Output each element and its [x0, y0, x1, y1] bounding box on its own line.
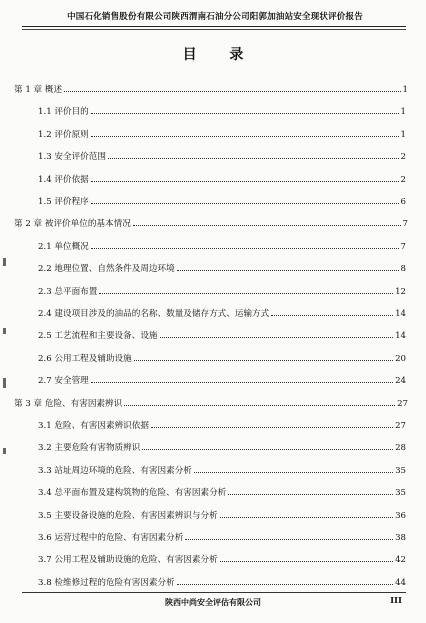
- binding-mark: [3, 328, 6, 334]
- toc-entry-label: 2.1 单位概况: [38, 241, 89, 252]
- toc-leader-dots: [99, 292, 393, 294]
- header-rule-thin: [22, 29, 406, 30]
- toc-entry-page: 14: [395, 309, 406, 319]
- toc-leader-dots: [91, 381, 393, 383]
- toc-leader-dots: [108, 157, 399, 159]
- toc-entry-page: 42: [395, 555, 406, 566]
- toc-chapter-entry[interactable]: [14, 219, 408, 230]
- toc-entry-page: 35: [395, 465, 406, 476]
- toc-leader-dots: [133, 224, 401, 226]
- page-number: III: [390, 596, 402, 606]
- binding-mark: [3, 258, 6, 266]
- toc-section-entry[interactable]: [38, 197, 406, 208]
- toc-section-entry[interactable]: [38, 466, 406, 477]
- toc-leader-dots: [160, 336, 394, 338]
- toc-entry-page: 27: [395, 421, 406, 431]
- page-footer: 陕西中尚安全评估有限公司: [165, 597, 261, 607]
- toc-entry-page: 2: [400, 152, 406, 163]
- toc-section-entry[interactable]: [38, 130, 406, 141]
- toc-title: 目 录: [182, 47, 258, 63]
- binding-mark: [3, 378, 6, 388]
- toc-section-entry[interactable]: [38, 309, 406, 320]
- toc-entry-label: 2.4 建设项目涉及的油品的名称、数量及储存方式、运输方式: [38, 309, 270, 319]
- toc-leader-dots: [124, 404, 395, 406]
- toc-leader-dots: [91, 247, 399, 249]
- toc-leader-dots: [271, 314, 393, 316]
- header-rule: [22, 26, 406, 27]
- toc-entry-label: 1.1 评价目的: [38, 107, 89, 118]
- toc-entry-label: 1.2 评价原则: [38, 129, 89, 140]
- toc-entry-page: 6: [400, 197, 406, 207]
- toc-leader-dots: [194, 471, 393, 473]
- toc-entry-label: 3.4 总平面布置及建构筑物的危险、有害因素分析: [38, 488, 227, 499]
- toc-entry-page: 7: [402, 219, 408, 230]
- toc-section-entry[interactable]: [38, 555, 406, 566]
- toc-entry-label: 第 1 章 概述: [14, 85, 63, 95]
- toc-leader-dots: [134, 359, 393, 361]
- toc-entry-page: 14: [395, 331, 406, 342]
- toc-entry-label: 2.7 安全管理: [38, 376, 89, 387]
- toc-leader-dots: [91, 112, 399, 114]
- toc-entry-page: 27: [397, 398, 408, 409]
- toc-section-entry[interactable]: [38, 107, 406, 118]
- toc-entry-page: 38: [395, 533, 406, 543]
- toc-chapter-entry[interactable]: [14, 399, 408, 410]
- toc-section-entry[interactable]: [38, 175, 406, 186]
- toc-leader-dots: [91, 180, 399, 182]
- toc-entry-page: 44: [395, 577, 406, 588]
- toc-entry-label: 3.8 检维修过程的危险有害因素分析: [38, 577, 175, 588]
- toc-entry-label: 3.1 危险、有害因素辨识依据: [38, 421, 149, 431]
- toc-entry-label: 3.5 主要设备设施的危险、有害因素辨识与分析: [38, 510, 218, 521]
- toc-section-entry[interactable]: [38, 242, 406, 253]
- toc-entry-page: 1: [402, 85, 408, 95]
- toc-section-entry[interactable]: [38, 421, 406, 432]
- toc-entry-page: 28: [395, 443, 406, 454]
- toc-leader-dots: [177, 583, 393, 585]
- toc-entry-label: 3.7 公用工程及辅助设施的危险、有害因素分析: [38, 555, 218, 566]
- toc-entry-page: 24: [395, 376, 406, 387]
- toc-leader-dots: [185, 538, 393, 540]
- toc-entry-label: 第 2 章 被评价单位的基本情况: [14, 219, 131, 230]
- page-header: 中国石化销售股份有限公司陕西渭南石油分公司阳郭加油站安全现状评价报告: [67, 12, 363, 22]
- toc-section-entry[interactable]: [38, 533, 406, 544]
- toc-entry-page: 7: [400, 241, 406, 252]
- toc-section-entry[interactable]: [38, 511, 406, 522]
- toc-section-entry[interactable]: [38, 376, 406, 387]
- toc-leader-dots: [142, 448, 393, 450]
- toc-entry-label: 3.6 运营过程中的危险、有害因素分析: [38, 533, 184, 543]
- toc-entry-label: 第 3 章 危险、有害因素辨识: [14, 398, 123, 409]
- toc-leader-dots: [151, 426, 393, 428]
- toc-entry-page: 1: [400, 107, 406, 118]
- toc-leader-dots: [91, 202, 399, 204]
- toc-entry-label: 1.4 评价依据: [38, 174, 89, 185]
- toc-entry-label: 3.2 主要危险有害物质辨识: [38, 443, 141, 454]
- toc-section-entry[interactable]: [38, 443, 406, 454]
- toc-section-entry[interactable]: [38, 152, 406, 163]
- toc-leader-dots: [91, 135, 399, 137]
- toc-entry-page: 2: [400, 174, 406, 185]
- toc-section-entry[interactable]: [38, 354, 406, 365]
- toc-entry-label: 3.3 站址周边环境的危险、有害因素分析: [38, 465, 192, 476]
- toc-leader-dots: [177, 269, 399, 271]
- toc-entry-page: 1: [400, 129, 406, 140]
- toc-section-entry[interactable]: [38, 331, 406, 342]
- footer-rule: [22, 592, 406, 593]
- toc-leader-dots: [220, 516, 393, 518]
- toc-entry-label: 1.3 安全评价范围: [38, 152, 106, 163]
- toc-section-entry[interactable]: [38, 578, 406, 589]
- binding-mark: [3, 448, 6, 454]
- toc-section-entry[interactable]: [38, 488, 406, 499]
- toc-entry-label: 2.5 工艺流程和主要设备、设施: [38, 331, 158, 342]
- toc-entry-page: 36: [395, 510, 406, 521]
- toc-entry-page: 20: [395, 353, 406, 364]
- toc-chapter-entry[interactable]: [14, 85, 408, 96]
- toc-entry-page: 35: [395, 488, 406, 499]
- toc-entry-page: 8: [400, 264, 406, 275]
- toc-entry-label: 2.2 地理位置、自然条件及周边环境: [38, 264, 175, 275]
- toc-leader-dots: [220, 560, 393, 562]
- toc-section-entry[interactable]: [38, 264, 406, 275]
- toc-entry-label: 2.3 总平面布置: [38, 286, 98, 297]
- toc-section-entry[interactable]: [38, 287, 406, 298]
- toc-entry-label: 1.5 评价程序: [38, 197, 89, 207]
- toc-entry-label: 2.6 公用工程及辅助设施: [38, 353, 132, 364]
- toc-entry-page: 12: [395, 286, 406, 297]
- toc-leader-dots: [228, 493, 393, 495]
- toc-leader-dots: [64, 90, 400, 92]
